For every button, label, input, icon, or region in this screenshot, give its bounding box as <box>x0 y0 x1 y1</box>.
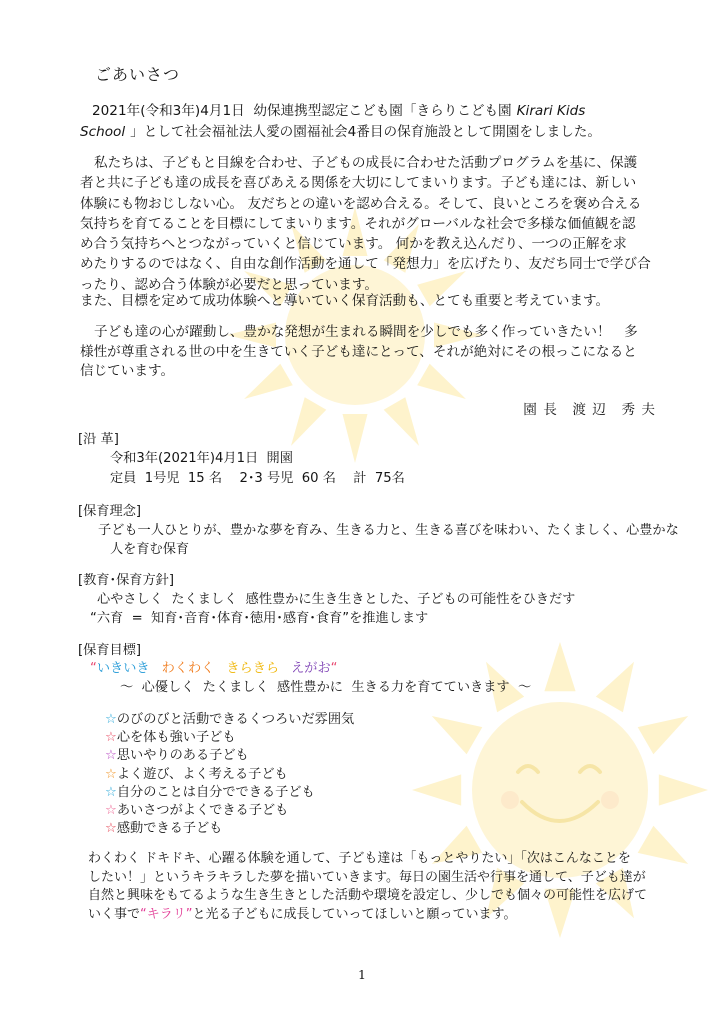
intro-line: 私たちは、子どもと目線を合わせ、子どもの成長に合わせた活動プログラムを基に、保護 <box>94 155 638 171</box>
goal-item <box>105 711 354 729</box>
goal-text: 心を体も強い子ども <box>116 730 236 746</box>
sun-watermark-bottom-ray <box>638 716 689 754</box>
star-icon: ☆ <box>105 784 117 800</box>
sun-watermark-top-ray <box>384 397 419 446</box>
intro-line: めたりするのではなく、自由な創作活動を通して「発想力」を広げたり、友だち同士で学び合 <box>80 256 651 273</box>
sun-watermark-bottom-ray <box>412 774 461 805</box>
goal-item <box>105 820 354 838</box>
star-icon: ☆ <box>105 766 117 782</box>
sun-right-cheek <box>601 791 619 809</box>
philosophy-heading: [保育理念] <box>78 504 142 519</box>
philosophy-line: 子ども一人ひとりが、豊かな夢を育み、生きる力と、生きる喜びを味わい、たくましく、心豊かな <box>98 523 679 538</box>
star-icon: ☆ <box>105 712 117 727</box>
motto-word-egao: えがお <box>291 661 331 676</box>
closing-paragraph <box>88 850 647 924</box>
intro-extra-line: また、目標を定めて成功体験へと導いていく保育活動も、とても重要と考えています。 <box>80 293 610 309</box>
goal-text: あいさつがよくできる子ども <box>116 803 289 819</box>
motto-close-quote: “ <box>330 661 338 676</box>
page-number: 1 <box>358 967 366 982</box>
sun-left-cheek <box>501 791 519 809</box>
history-line: 定員 1号児 15 名 2･3 号児 60 名 計 75名 <box>110 471 405 486</box>
star-icon: ☆ <box>105 803 117 819</box>
intro-line: 気持ちを育てることを目標にしてまいります。それがグローバルな社会で多様な価値観を認 <box>80 215 636 232</box>
goal-item <box>105 729 354 747</box>
hope-line: 信じています。 <box>80 363 175 380</box>
goals-motto <box>90 660 338 678</box>
motto-word-ikiiki: いきいき <box>96 661 150 676</box>
closing-text-before: いく事で <box>88 906 141 922</box>
hope-line: 様性が尊重される世の中を生きていく子ども達にとって、それが絶対にその根っこになると <box>80 343 637 360</box>
goals-list <box>105 711 354 838</box>
goal-item <box>105 766 354 784</box>
policy-line: 心やさしく たくましく 感性豊かに生き生きとした、子どもの可能性をひきだす <box>97 592 576 607</box>
motto-word-kirakira: きらきら <box>226 661 280 676</box>
policy-section <box>90 591 575 628</box>
intro-line: 者と共に子ども達の成長を喜びあえる関係を大切にしてまいります。子ども達には、新しい <box>80 175 637 192</box>
opening-paragraph <box>80 101 601 143</box>
policy-heading: [教育･保育方針] <box>78 573 175 588</box>
page-title: ごあいさつ <box>95 65 181 84</box>
goal-item <box>105 784 354 802</box>
goal-text: のびのびと活動できるくつろいだ雰囲気 <box>116 712 355 727</box>
history-heading: [沿 革] <box>78 432 119 447</box>
intro-line: め合う気持ちへとつながっていくと信じています。 何かを教え込んだり、一つの正解を求 <box>80 236 627 253</box>
closing-line <box>88 906 647 925</box>
goal-item <box>105 802 354 820</box>
sun-watermark-bottom-ray <box>432 716 483 754</box>
opening-line-1 <box>80 101 601 122</box>
closing-line: わくわく ドキドキ、心躍る体験を通して、子ども達は「もっとやりたい」「次はこんなことを <box>88 851 631 866</box>
opening-text-2: 」として社会福祉法人愛の園福祉会4番目の保育施設として開園をしました。 <box>130 124 601 140</box>
goal-item <box>105 747 354 765</box>
philosophy-line: 人を育む保育 <box>110 542 190 557</box>
intro-paragraph <box>80 153 651 295</box>
sun-watermark-top-ray <box>291 397 326 446</box>
opening-text-1: 2021年(令和3年)4月1日 幼保連携型認定こども園「きらりこども園 <box>92 103 512 119</box>
star-icon: ☆ <box>105 730 117 746</box>
goals-motto-subtitle: ～ 心優しく たくましく 感性豊かに 生きる力を育てていきます ～ <box>120 680 532 695</box>
school-name-english-2: School <box>80 124 126 140</box>
history-line: 令和3年(2021年)4月1日 開園 <box>110 451 293 466</box>
goal-text: 思いやりのある子ども <box>116 748 249 764</box>
principal-signature: 園 長 渡 辺 秀 夫 <box>523 402 656 418</box>
goals-heading: [保育目標] <box>78 643 142 658</box>
intro-line: 体験にも物おじしない心。 友だちとの違いを認め合える。そして、良いところを褒め合える <box>80 195 642 212</box>
school-name-english-1: Kirari Kids <box>516 103 586 119</box>
goal-text: 自分のことは自分でできる子ども <box>116 784 315 800</box>
kirari-highlight: “キラリ” <box>140 906 193 922</box>
sun-watermark-bottom-ray <box>544 642 575 691</box>
intro-line: ったり、認め合う体験が必要だと思っています。 <box>80 276 378 293</box>
sun-watermark-bottom-ray <box>596 662 634 713</box>
policy-line: “六育 = 知育･音育･体育･徳用･感育･食育”を推進します <box>90 610 429 626</box>
goal-text: 感動できる子ども <box>116 821 223 837</box>
opening-line-2 <box>80 122 601 143</box>
star-icon: ☆ <box>105 748 117 764</box>
hope-paragraph <box>80 323 638 382</box>
closing-text-after: と光る子どもに成長していってほしいと願っています。 <box>192 906 517 922</box>
hope-line: 子ども達の心が躍動し、豊かな発想が生まれる瞬間を少しでも多く作っていきたい！ 多 <box>94 324 638 340</box>
philosophy-section <box>98 521 679 559</box>
sun-watermark-bottom-ray <box>659 774 708 805</box>
closing-line: したい！」というキラキラした夢を描いていきます。毎日の園生活や行事を通して、子ども達が <box>88 869 646 885</box>
motto-word-wakuwaku: わくわく <box>161 661 215 676</box>
motto-open-quote: “ <box>90 661 97 676</box>
goal-text: よく遊び、よく考える子ども <box>116 766 288 782</box>
closing-line: 自然と興味をもてるような生き生きとした活動や環境を設定し、少しでも個々の可能性を広げて <box>88 888 648 903</box>
history-section <box>110 449 405 489</box>
star-icon: ☆ <box>105 821 117 837</box>
